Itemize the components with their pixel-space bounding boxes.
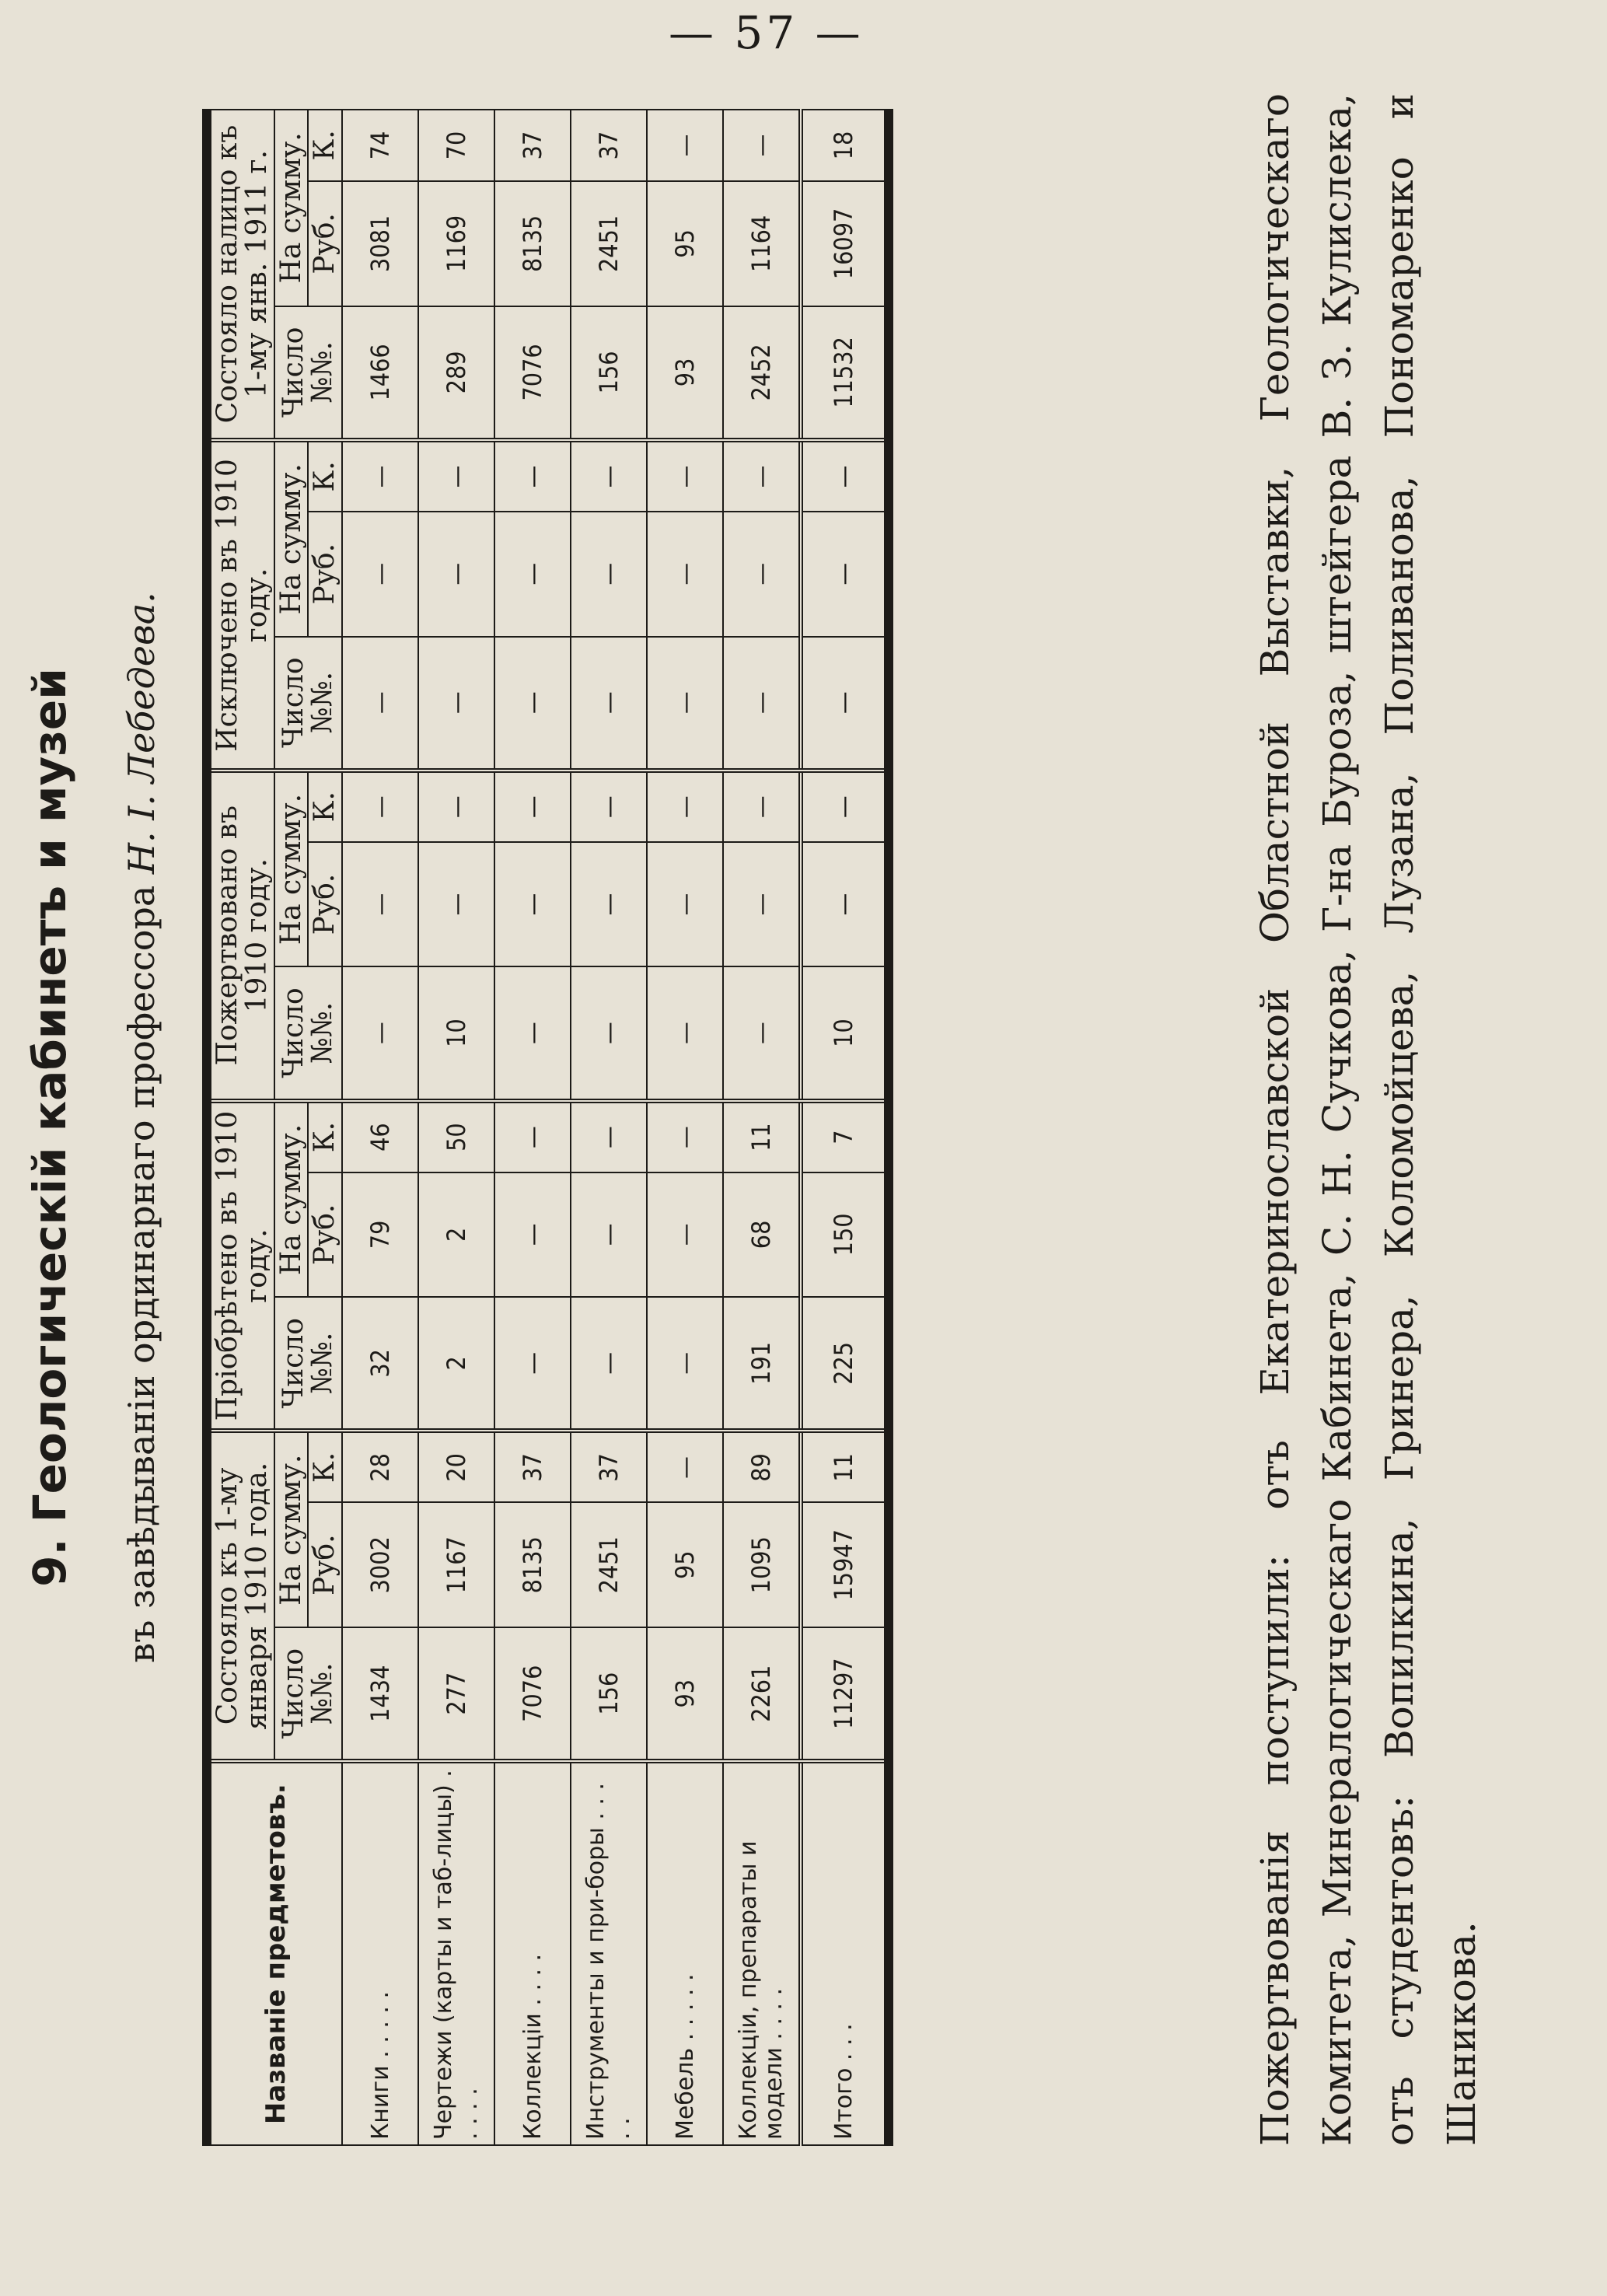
- rub-header: Руб.: [308, 1172, 342, 1298]
- rub-cell: 1167: [418, 1502, 494, 1627]
- rub-cell: 16097: [801, 181, 889, 306]
- count-cell: —: [571, 637, 647, 771]
- group-header: Состояло къ 1-му января 1910 года.: [207, 1431, 274, 1761]
- item-name: Мебель . . . . .: [647, 1761, 723, 2145]
- count-cell: 32: [342, 1297, 418, 1431]
- table-row: [342, 110, 418, 2145]
- kop-cell: —: [723, 771, 801, 842]
- kop-cell: 46: [342, 1101, 418, 1172]
- kop-cell: —: [418, 771, 494, 842]
- kop-cell: —: [801, 771, 889, 842]
- kop-header: К.: [308, 1431, 342, 1502]
- item-name: Чертежи (карты и таб-лицы) . . . . .: [418, 1761, 494, 2145]
- group-header: Пожертвовано въ 1910 году.: [207, 771, 274, 1101]
- rub-cell: 8135: [494, 181, 571, 306]
- kop-cell: 37: [494, 1431, 571, 1502]
- count-header: Число №№.: [274, 637, 343, 771]
- sum-header: На сумму.: [274, 440, 309, 637]
- kop-cell: —: [647, 110, 723, 181]
- rub-header: Руб.: [308, 181, 342, 306]
- kop-cell: 89: [723, 1431, 801, 1502]
- kop-cell: 7: [801, 1101, 889, 1172]
- rub-header: Руб.: [308, 512, 342, 637]
- rub-cell: —: [418, 842, 494, 967]
- sum-header: На сумму.: [274, 771, 309, 967]
- kop-cell: —: [342, 771, 418, 842]
- count-cell: 156: [571, 1627, 647, 1761]
- count-cell: 277: [418, 1627, 494, 1761]
- donations-note: [1244, 93, 1493, 2146]
- kop-cell: —: [801, 440, 889, 512]
- rub-cell: 1095: [723, 1502, 801, 1627]
- kop-cell: —: [723, 110, 801, 181]
- count-cell: 7076: [494, 1627, 571, 1761]
- kop-header: К.: [308, 771, 342, 842]
- rub-cell: —: [571, 512, 647, 637]
- count-cell: 10: [418, 966, 494, 1100]
- count-cell: —: [494, 966, 571, 1100]
- rub-cell: —: [342, 842, 418, 967]
- rub-cell: —: [418, 512, 494, 637]
- kop-cell: —: [647, 440, 723, 512]
- count-cell: —: [647, 966, 723, 1100]
- kop-cell: 20: [418, 1431, 494, 1502]
- professor-name: Н. І. Лебедева.: [121, 592, 162, 875]
- count-cell: 2261: [723, 1627, 801, 1761]
- donations-note-text: Пожертвованія поступили: отъ Екатеринославской Областной Выставки, Геологическаго Комитета, Минералогическаго Кабинета, С. Н. Сучкова, Г-на Буроза, штейгера В. З. Кулислека, отъ студентовъ: Вопилкина, Гринера, Коломойцева, Лузана, Поливанова, Пономаренко и Шаникова.: [1252, 93, 1484, 2146]
- section-subtitle: [121, 0, 162, 2255]
- item-name: Книги . . . . .: [342, 1761, 418, 2145]
- page-number: — 57 —: [669, 6, 864, 59]
- group-header: Пріобрѣтено въ 1910 году.: [207, 1101, 274, 1431]
- kop-cell: —: [647, 1431, 723, 1502]
- count-cell: —: [342, 637, 418, 771]
- kop-cell: 37: [494, 110, 571, 181]
- rub-cell: —: [647, 512, 723, 637]
- count-cell: 1434: [342, 1627, 418, 1761]
- rub-cell: 3081: [342, 181, 418, 306]
- item-name: Коллекціи, препараты и модели . . . .: [723, 1761, 801, 2145]
- count-cell: —: [342, 966, 418, 1100]
- count-cell: —: [647, 1297, 723, 1431]
- kop-cell: 28: [342, 1431, 418, 1502]
- subtitle-prefix: въ завѣдываніи ординарнаго профессора: [121, 874, 162, 1663]
- kop-cell: 74: [342, 110, 418, 181]
- sum-header: На сумму.: [274, 1101, 309, 1298]
- table-row: [571, 110, 647, 2145]
- rub-cell: 8135: [494, 1502, 571, 1627]
- kop-cell: 18: [801, 110, 889, 181]
- rub-cell: —: [494, 512, 571, 637]
- count-cell: 191: [723, 1297, 801, 1431]
- count-cell: —: [801, 637, 889, 771]
- count-cell: 7076: [494, 306, 571, 440]
- count-cell: —: [723, 966, 801, 1100]
- count-cell: —: [494, 1297, 571, 1431]
- group-header: Состояло налицо къ 1-му янв. 1911 г.: [207, 110, 274, 440]
- count-cell: —: [723, 637, 801, 771]
- kop-cell: 37: [571, 110, 647, 181]
- rub-cell: —: [801, 512, 889, 637]
- count-header: Число №№.: [274, 1297, 343, 1431]
- count-cell: 10: [801, 966, 889, 1100]
- table-row: [647, 110, 723, 2145]
- rub-cell: 2451: [571, 181, 647, 306]
- kop-header: К.: [308, 440, 342, 512]
- rub-cell: 150: [801, 1172, 889, 1298]
- kop-cell: 70: [418, 110, 494, 181]
- table-row: [418, 110, 494, 2145]
- count-cell: 225: [801, 1297, 889, 1431]
- count-cell: 2452: [723, 306, 801, 440]
- rub-cell: —: [494, 842, 571, 967]
- count-header: Число №№.: [274, 966, 343, 1100]
- rub-cell: 2451: [571, 1502, 647, 1627]
- kop-cell: —: [571, 440, 647, 512]
- kop-cell: —: [723, 440, 801, 512]
- count-cell: 289: [418, 306, 494, 440]
- count-cell: —: [494, 637, 571, 771]
- kop-cell: —: [571, 771, 647, 842]
- rub-cell: —: [342, 512, 418, 637]
- count-cell: —: [418, 637, 494, 771]
- table-row: [723, 110, 801, 2145]
- count-cell: 93: [647, 1627, 723, 1761]
- kop-cell: —: [342, 440, 418, 512]
- rub-header: Руб.: [308, 1502, 342, 1627]
- rub-cell: 3002: [342, 1502, 418, 1627]
- rub-cell: —: [647, 842, 723, 967]
- kop-cell: 50: [418, 1101, 494, 1172]
- kop-header: К.: [308, 110, 342, 181]
- inventory-table: [202, 109, 893, 2146]
- rub-cell: —: [571, 842, 647, 967]
- kop-cell: —: [494, 1101, 571, 1172]
- count-cell: —: [571, 966, 647, 1100]
- table-row: [494, 110, 571, 2145]
- rub-cell: 15947: [801, 1502, 889, 1627]
- count-cell: —: [647, 637, 723, 771]
- rub-cell: 95: [647, 181, 723, 306]
- rub-cell: —: [723, 842, 801, 967]
- sum-header: На сумму.: [274, 110, 309, 306]
- kop-cell: 37: [571, 1431, 647, 1502]
- kop-cell: —: [494, 440, 571, 512]
- kop-cell: 11: [801, 1431, 889, 1502]
- rub-cell: —: [571, 1172, 647, 1298]
- rub-cell: 79: [342, 1172, 418, 1298]
- count-cell: 11532: [801, 306, 889, 440]
- item-name: Инструменты и при-боры . . . . .: [571, 1761, 647, 2145]
- kop-cell: —: [571, 1101, 647, 1172]
- count-header: Число №№.: [274, 306, 343, 440]
- total-row: [801, 110, 889, 2145]
- rub-cell: 1169: [418, 181, 494, 306]
- count-cell: 11297: [801, 1627, 889, 1761]
- kop-header: К.: [308, 1101, 342, 1172]
- rub-cell: —: [647, 1172, 723, 1298]
- sum-header: На сумму.: [274, 1431, 309, 1627]
- rub-cell: —: [494, 1172, 571, 1298]
- rub-cell: 68: [723, 1172, 801, 1298]
- kop-cell: —: [647, 1101, 723, 1172]
- count-header: Число №№.: [274, 1627, 343, 1761]
- count-cell: 156: [571, 306, 647, 440]
- rub-cell: —: [801, 842, 889, 967]
- rub-cell: —: [723, 512, 801, 637]
- kop-cell: —: [647, 771, 723, 842]
- rub-header: Руб.: [308, 842, 342, 967]
- kop-cell: —: [494, 771, 571, 842]
- count-cell: 93: [647, 306, 723, 440]
- name-column-header: Названіе предметовъ.: [207, 1761, 342, 2145]
- count-cell: 1466: [342, 306, 418, 440]
- table-body: [342, 110, 889, 2145]
- rub-cell: 95: [647, 1502, 723, 1627]
- group-header: Исключено въ 1910 году.: [207, 440, 274, 771]
- item-name: Коллекціи . . . .: [494, 1761, 571, 2145]
- kop-cell: 11: [723, 1101, 801, 1172]
- rub-cell: 2: [418, 1172, 494, 1298]
- kop-cell: —: [418, 440, 494, 512]
- item-name: Итого . . .: [801, 1761, 889, 2145]
- count-cell: 2: [418, 1297, 494, 1431]
- rub-cell: 1164: [723, 181, 801, 306]
- section-title: 9. Геологическій кабинетъ и музей: [23, 668, 76, 1587]
- count-cell: —: [571, 1297, 647, 1431]
